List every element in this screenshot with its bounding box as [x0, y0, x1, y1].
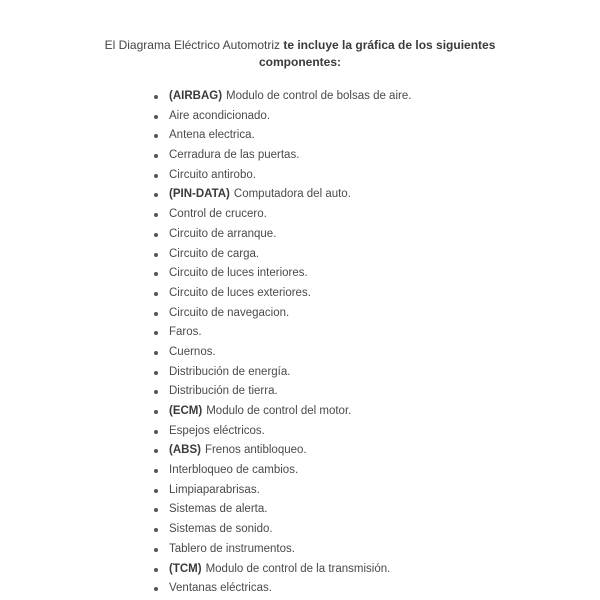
list-item [150, 461, 411, 481]
list-item-text: Tablero de instrumentos. [169, 542, 295, 555]
list-item [150, 540, 411, 560]
list-item-text: Cuernos. [169, 345, 216, 358]
list-item [150, 363, 411, 383]
bullet-icon [154, 292, 158, 296]
bullet-icon [154, 489, 158, 493]
list-item-tag: (ABS) [169, 444, 201, 457]
list-item [150, 107, 411, 127]
bullet-icon [154, 272, 158, 276]
bullet-icon [154, 548, 158, 552]
bullet-icon [154, 331, 158, 335]
list-item-text: Ventanas eléctricas. [169, 582, 272, 595]
bullet-icon [154, 95, 158, 99]
bullet-icon [154, 213, 158, 217]
list-item [150, 126, 411, 146]
list-item-text: Computadora del auto. [233, 188, 351, 201]
list-item [150, 560, 411, 580]
list-item-tag: (AIRBAG) [169, 90, 223, 102]
list-item-text: Modulo de control de la transmisión. [205, 562, 391, 575]
list-item-text: Distribución de tierra. [169, 385, 278, 398]
list-item-text: Antena electrica. [169, 129, 255, 142]
bullet-icon [154, 115, 158, 119]
list-item-text: Circuito de carga. [169, 247, 260, 260]
bullet-icon [154, 154, 158, 158]
list-item [150, 146, 411, 166]
list-item-text: Sistemas de sonido. [169, 523, 273, 536]
list-item [150, 166, 411, 186]
list-item-text: Modulo de control de bolsas de aire. [226, 90, 412, 102]
list-item [150, 481, 411, 501]
list-item-text: Espejos eléctricos. [169, 424, 265, 437]
list-item-tag: (ECM) [169, 405, 203, 417]
bullet-icon [154, 253, 158, 257]
list-item [150, 579, 411, 599]
bullet-icon [154, 508, 158, 512]
bullet-icon [154, 587, 158, 591]
list-item-text: Circuito antirobo. [169, 168, 256, 181]
intro-plain-text: El Diagrama Eléctrico Automotriz [104, 38, 284, 52]
list-item [150, 323, 411, 343]
list-item-text: Aire acondicionado. [169, 109, 271, 122]
list-item [150, 402, 411, 422]
bullet-icon [154, 449, 158, 453]
list-item-text: Circuito de arranque. [169, 227, 277, 240]
bullet-icon [154, 371, 158, 375]
list-item-text: Faros. [169, 326, 202, 339]
list-item-text: Modulo de control del motor. [206, 405, 352, 417]
list-item-text: Control de crucero. [169, 208, 267, 221]
list-item [150, 185, 411, 205]
bullet-icon [154, 430, 158, 434]
list-item-text: Cerradura de las puertas. [169, 149, 300, 162]
list-item-tag: (PIN-DATA) [169, 188, 230, 201]
list-item [150, 304, 411, 324]
list-item-text: Circuito de luces interiores. [169, 267, 308, 280]
bullet-icon [154, 568, 158, 572]
intro-bold-text: te incluye la gráfica de los siguientes [283, 38, 496, 52]
list-item [150, 441, 411, 461]
bullet-icon [154, 134, 158, 138]
list-item [150, 520, 411, 540]
list-item [150, 422, 411, 442]
bullet-icon [154, 233, 158, 237]
list-item-text: Circuito de luces exteriores. [169, 286, 311, 299]
list-item-text: Frenos antibloqueo. [204, 444, 307, 457]
bullet-icon [154, 390, 158, 394]
list-item [150, 382, 411, 402]
bullet-icon [154, 193, 158, 197]
list-item-text: Distribución de energía. [169, 365, 291, 378]
list-item [150, 87, 411, 107]
intro-paragraph [0, 37, 600, 71]
list-item [150, 245, 411, 265]
intro-bold-text-line2: componentes: [258, 55, 341, 69]
list-item-text: Interbloqueo de cambios. [169, 464, 299, 477]
list-item [150, 264, 411, 284]
bullet-icon [154, 410, 158, 414]
bullet-icon [154, 174, 158, 178]
list-item-text: Circuito de navegacion. [169, 306, 290, 319]
list-item [150, 205, 411, 225]
bullet-icon [154, 469, 158, 473]
bullet-icon [154, 312, 158, 316]
component-list [150, 87, 411, 599]
bullet-icon [154, 351, 158, 355]
list-item [150, 284, 411, 304]
list-item [150, 225, 411, 245]
bullet-icon [154, 528, 158, 532]
list-item-text: Limpiaparabrisas. [169, 483, 260, 496]
list-item [150, 500, 411, 520]
list-item [150, 343, 411, 363]
list-item-text: Sistemas de alerta. [169, 503, 268, 516]
list-item-tag: (TCM) [169, 562, 202, 575]
